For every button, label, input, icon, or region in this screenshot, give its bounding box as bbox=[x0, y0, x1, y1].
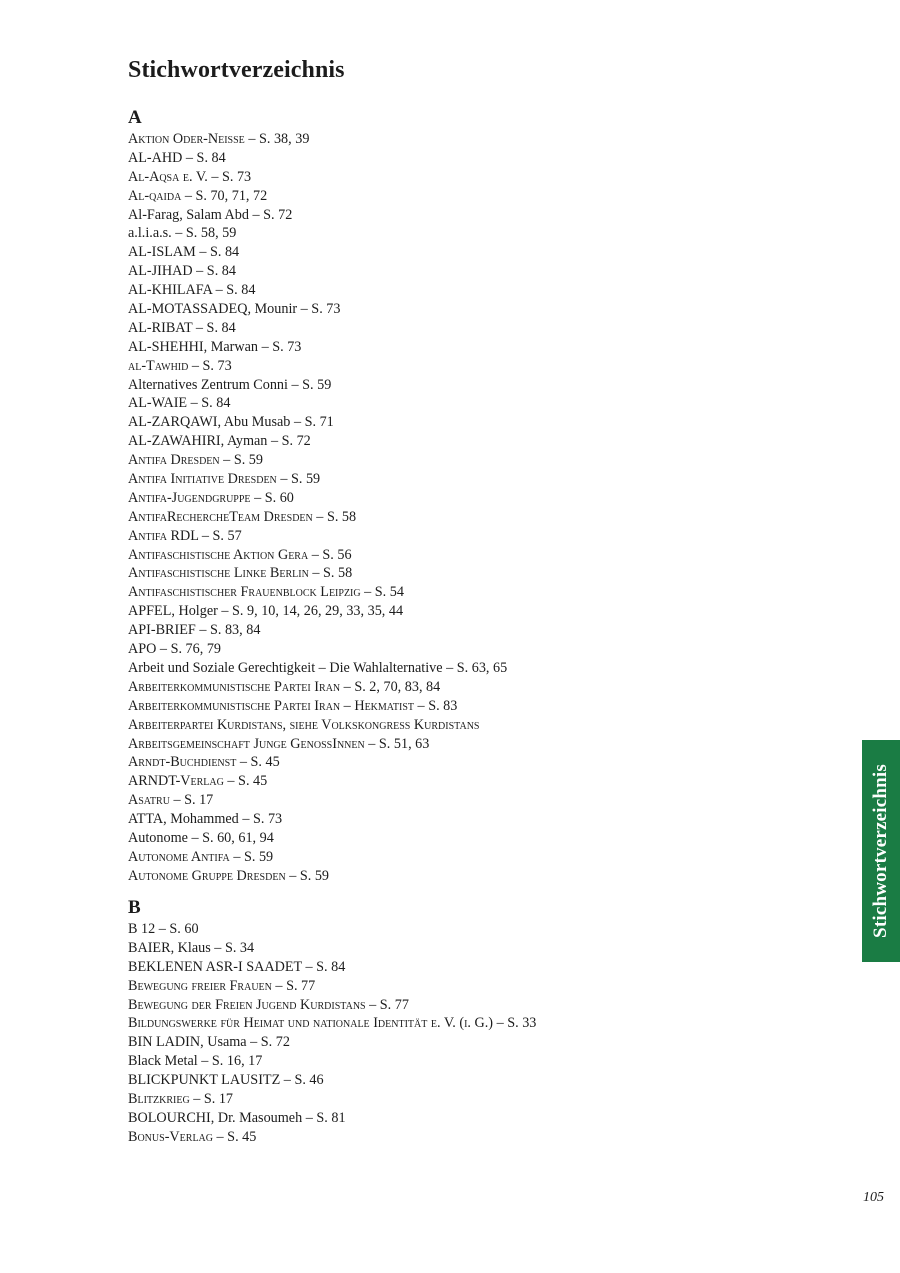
index-section-a bbox=[128, 106, 828, 886]
index-entry: Arbeiterkommunistische Partei Iran – Hekmatist – S. 83 bbox=[128, 697, 458, 714]
index-entry: Antifa-Jugendgruppe – S. 60 bbox=[128, 489, 294, 506]
section-letter: A bbox=[128, 107, 142, 128]
index-entry: Arndt-Buchdienst – S. 45 bbox=[128, 754, 280, 771]
index-entry: AL-ZARQAWI, Abu Musab – S. 71 bbox=[128, 414, 334, 431]
index-entry: AL-ISLAM – S. 84 bbox=[128, 244, 240, 261]
index-entry: Autonome – S. 60, 61, 94 bbox=[128, 829, 274, 846]
index-section-b bbox=[128, 896, 828, 1147]
index-entry: Antifaschistische Aktion Gera – S. 56 bbox=[128, 546, 352, 563]
index-entry: AL-KHILAFA – S. 84 bbox=[128, 282, 256, 299]
index-entry: APO – S. 76, 79 bbox=[128, 641, 222, 658]
index-entry: Alternatives Zentrum Conni – S. 59 bbox=[128, 376, 332, 393]
index-entry: Arbeitsgemeinschaft Junge GenossInnen – S. 51, 63 bbox=[128, 735, 430, 752]
index-entry: APFEL, Holger – S. 9, 10, 14, 26, 29, 33, 35, 44 bbox=[128, 603, 404, 620]
index-entry: Antifa Dresden – S. 59 bbox=[128, 452, 263, 469]
index-entry: Autonome Antifa – S. 59 bbox=[128, 848, 274, 865]
index-entry: Al-Aqsa e. V. – S. 73 bbox=[128, 168, 252, 185]
index-entry: Arbeiterkommunistische Partei Iran – S. 2, 70, 83, 84 bbox=[128, 678, 441, 695]
index-entry: Blitzkrieg – S. 17 bbox=[128, 1091, 234, 1108]
index-entry: Aktion Oder-Neiße – S. 38, 39 bbox=[128, 131, 310, 147]
side-tab bbox=[862, 740, 900, 962]
index-entry: AL-JIHAD – S. 84 bbox=[128, 263, 236, 280]
side-tab-label: Stichwortverzeichnis bbox=[870, 764, 891, 938]
index-entry: Antifa RDL – S. 57 bbox=[128, 527, 242, 544]
index-entry: AL-ZAWAHIRI, Ayman – S. 72 bbox=[128, 433, 311, 450]
index-entry: BEKLENEN ASR-I SAADET – S. 84 bbox=[128, 958, 346, 975]
index-entry: Black Metal – S. 16, 17 bbox=[128, 1053, 263, 1070]
index-entry: AL-AHD – S. 84 bbox=[128, 149, 226, 166]
index-entry: Al-qaida – S. 70, 71, 72 bbox=[128, 187, 268, 204]
index-entry: al-Tawhid – S. 73 bbox=[128, 357, 232, 374]
index-entry: Arbeiterpartei Kurdistans, siehe Volkskongress Kurdistans bbox=[128, 716, 480, 733]
index-entry: AL-MOTASSADEQ, Mounir – S. 73 bbox=[128, 301, 341, 318]
index-entry: Antifaschistischer Frauenblock Leipzig – S. 54 bbox=[128, 584, 404, 601]
index-entry: BLICKPUNKT LAUSITZ – S. 46 bbox=[128, 1072, 324, 1089]
index-entry: API-BRIEF – S. 83, 84 bbox=[128, 622, 261, 639]
page-title: Stichwortverzeichnis bbox=[128, 57, 345, 83]
index-entry: Bewegung freier Frauen – S. 77 bbox=[128, 977, 316, 994]
index-entry: BIN LADIN, Usama – S. 72 bbox=[128, 1034, 290, 1051]
index-entry: Antifaschistische Linke Berlin – S. 58 bbox=[128, 565, 353, 582]
index-entry: AntifaRechercheTeam Dresden – S. 58 bbox=[128, 508, 357, 525]
index-entry-list bbox=[128, 130, 828, 886]
index-entry: ATTA, Mohammed – S. 73 bbox=[128, 811, 283, 828]
index-entry: Bonus-Verlag – S. 45 bbox=[128, 1128, 257, 1145]
index-entry: BAIER, Klaus – S. 34 bbox=[128, 939, 255, 956]
index-entry: ARNDT-Verlag – S. 45 bbox=[128, 773, 268, 790]
index-entry-list bbox=[128, 920, 828, 1147]
index-entry: BOLOURCHI, Dr. Masoumeh – S. 81 bbox=[128, 1109, 346, 1126]
index-entry: B 12 – S. 60 bbox=[128, 921, 199, 937]
index-entry: AL-SHEHHI, Marwan – S. 73 bbox=[128, 338, 302, 355]
index-entry: Autonome Gruppe Dresden – S. 59 bbox=[128, 867, 330, 884]
index-entry: Bewegung der Freien Jugend Kurdistans – S. 77 bbox=[128, 996, 409, 1013]
index-entry: Bildungswerke für Heimat und nationale Identität e. V. (i. G.) – S. 33 bbox=[128, 1015, 537, 1032]
index-entry: a.l.i.a.s. – S. 58, 59 bbox=[128, 225, 237, 242]
page-number: 105 bbox=[863, 1190, 884, 1205]
index-entry: AL-RIBAT – S. 84 bbox=[128, 319, 236, 336]
index-entry: Antifa Initiative Dresden – S. 59 bbox=[128, 471, 321, 488]
index-entry: Asatru – S. 17 bbox=[128, 792, 214, 809]
section-letter: B bbox=[128, 897, 141, 918]
index-entry: AL-WAIE – S. 84 bbox=[128, 395, 231, 412]
index-entry: Arbeit und Soziale Gerechtigkeit – Die Wahlalternative – S. 63, 65 bbox=[128, 659, 508, 676]
index-entry: Al-Farag, Salam Abd – S. 72 bbox=[128, 206, 293, 223]
